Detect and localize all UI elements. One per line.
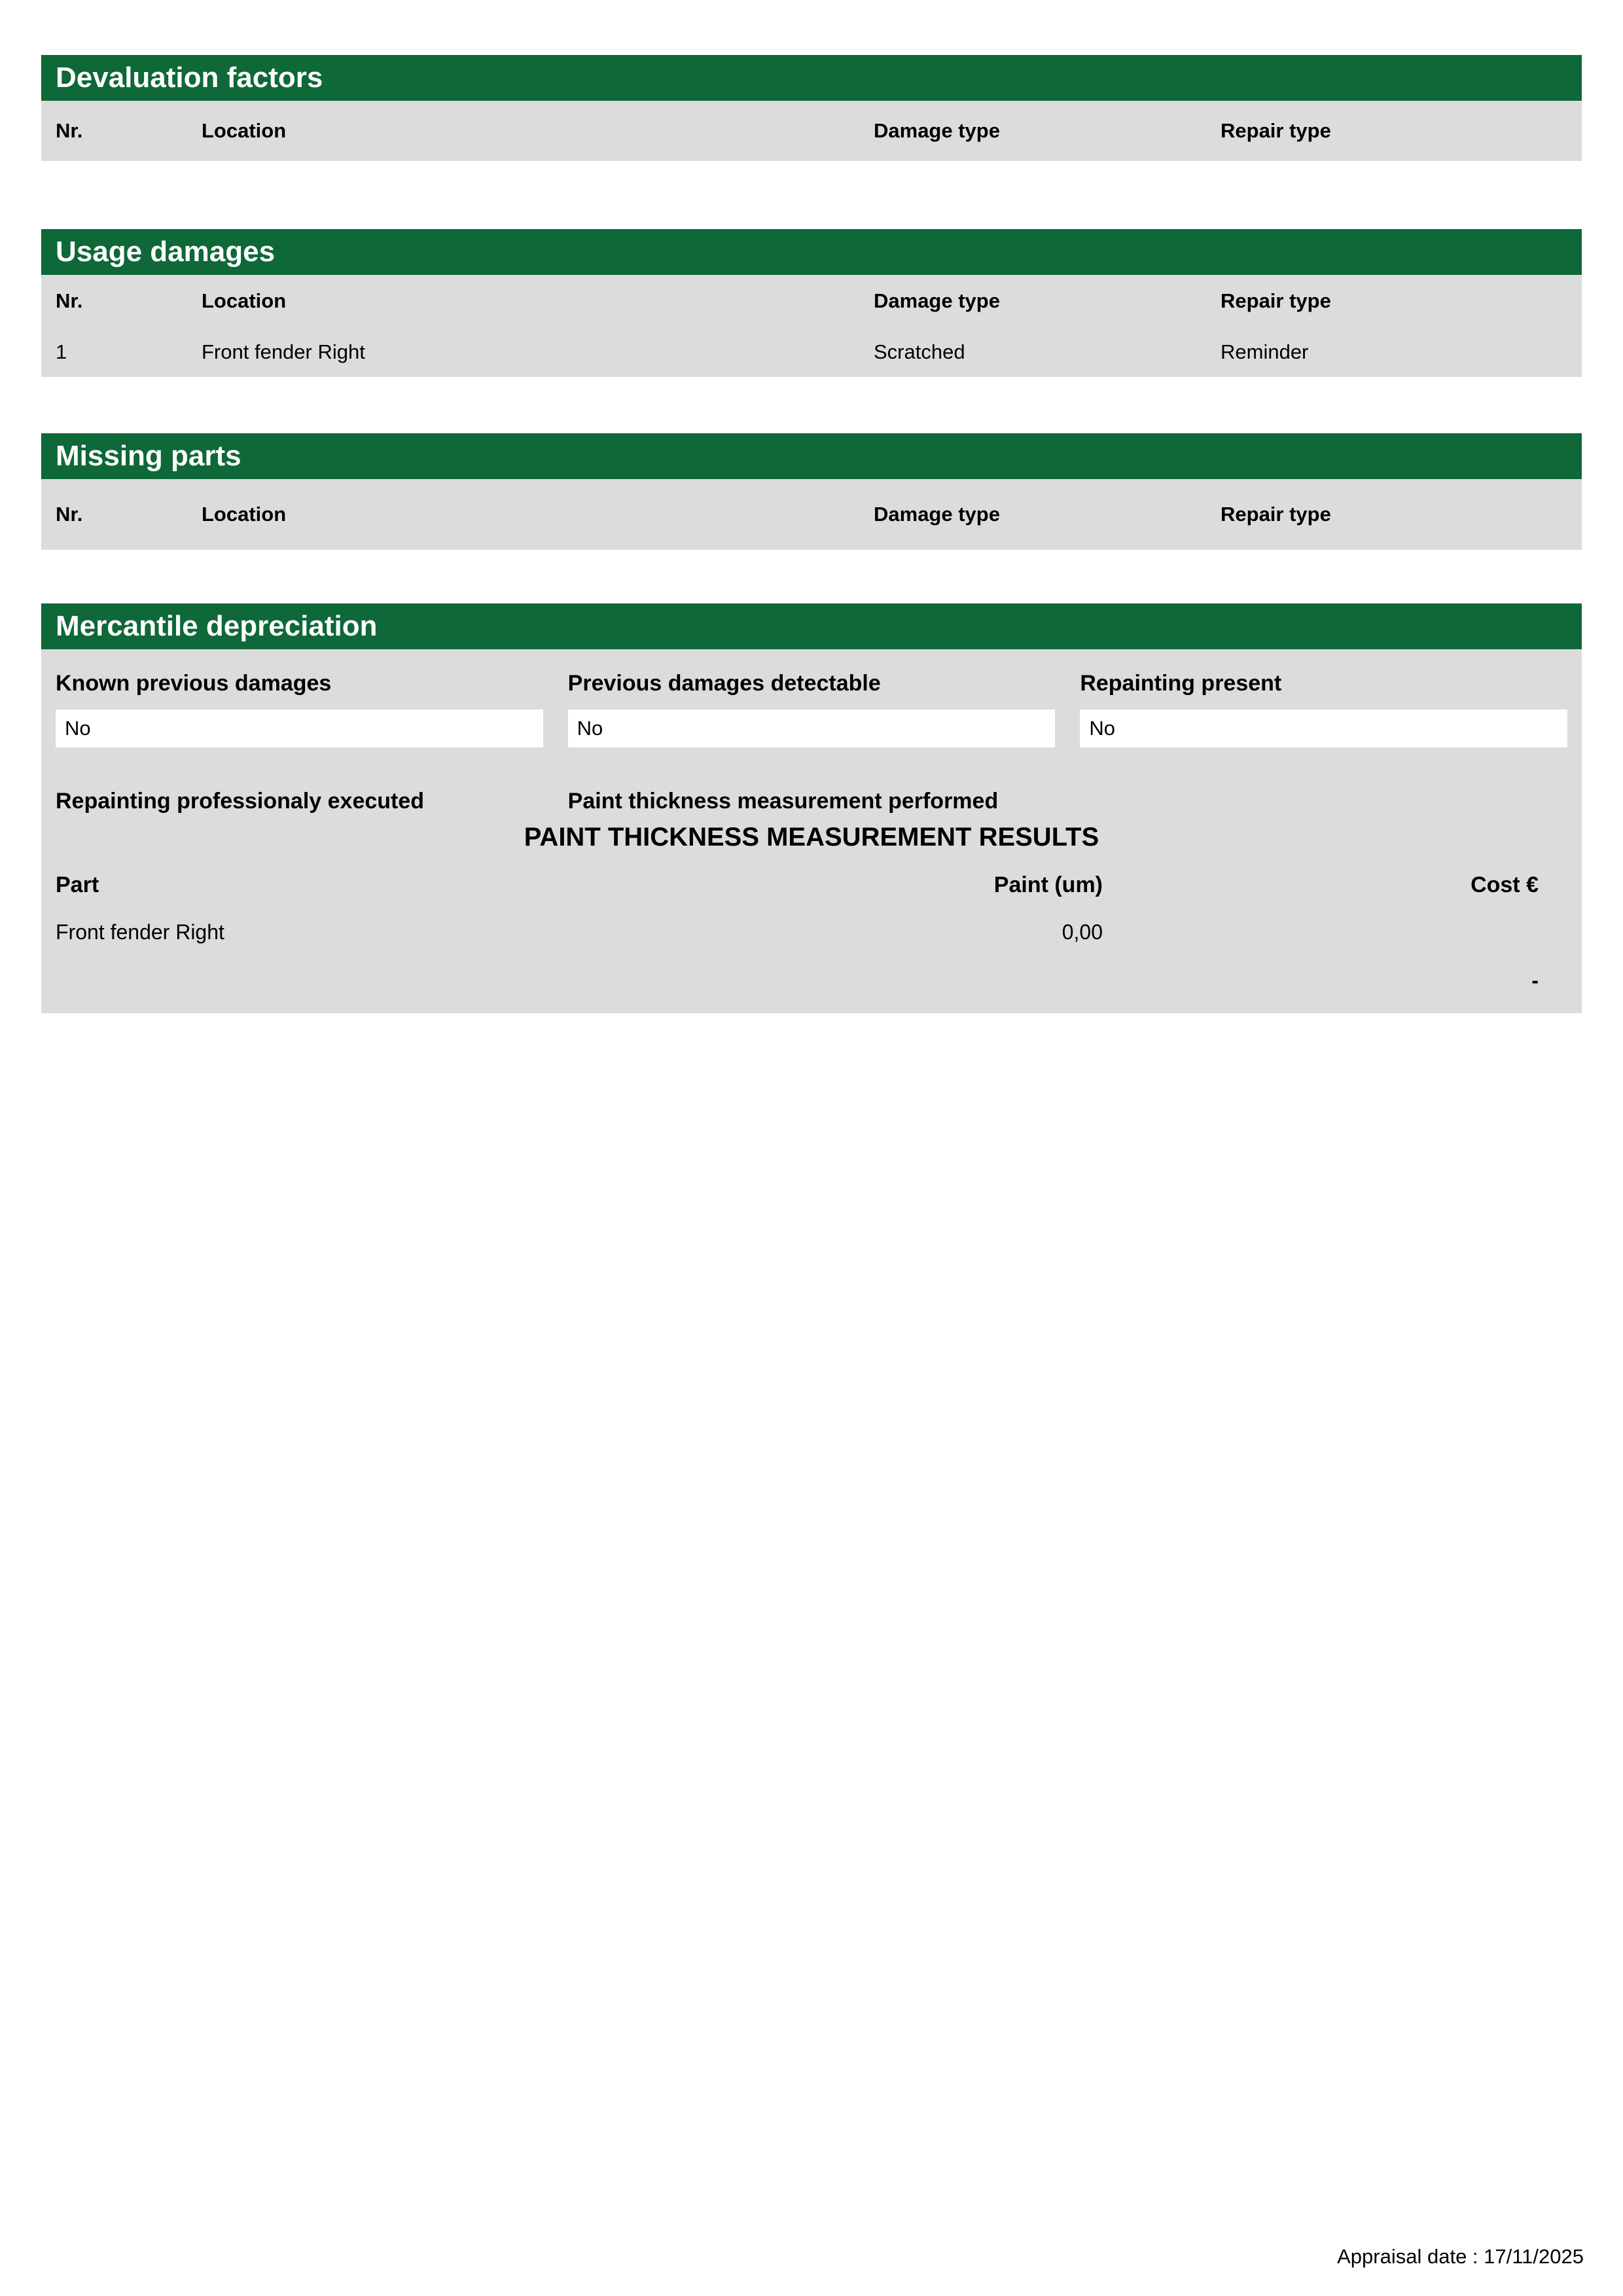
col-header-location: Location [202,289,287,312]
cell-paint-um: 0,00 [1061,920,1103,944]
col-header-repair-type: Repair type [1221,289,1331,312]
col-header-damage-type: Damage type [874,289,1000,312]
section-usage-damages [41,229,1582,377]
col-header-part: Part [56,872,99,897]
label-repainting-present: Repainting present [1080,671,1282,696]
mercantile-field-labels [41,670,1582,696]
col-header-location: Location [202,119,287,142]
mercantile-depreciation-header: Mercantile depreciation [41,603,1582,649]
appraisal-date: Appraisal date : 17/11/2025 [1337,2245,1584,2268]
label-repainting-professionaly-executed: Repainting professionaly executed [56,789,425,814]
paint-thickness-results-title: PAINT THICKNESS MEASUREMENT RESULTS [524,823,1099,852]
devaluation-factors-header: Devaluation factors [41,55,1582,101]
section-mercantile-depreciation [41,603,1582,1013]
missing-parts-header: Missing parts [41,433,1582,479]
cell-nr: 1 [56,340,67,363]
results-header-row [41,870,1582,899]
label-previous-damages-detectable: Previous damages detectable [567,671,881,696]
results-total-placeholder: - [1531,969,1539,992]
col-header-nr: Nr. [56,119,83,142]
repainting-present-field[interactable]: No [1080,709,1567,747]
mercantile-second-labels [41,788,1582,814]
col-header-cost-eur: Cost € [1471,872,1539,897]
devaluation-factors-table [41,101,1582,161]
table-header-row [41,101,1582,161]
label-paint-thickness-measurement-performed: Paint thickness measurement performed [567,789,999,814]
mercantile-field-values [41,709,1582,747]
missing-parts-table [41,479,1582,550]
results-row [41,918,1582,946]
cell-damage-type: Scratched [874,340,965,363]
previous-damages-detectable-field[interactable]: No [568,709,1056,747]
usage-damages-header: Usage damages [41,229,1582,275]
col-header-repair-type: Repair type [1221,503,1331,526]
col-header-paint-um: Paint (um) [993,872,1103,897]
col-header-nr: Nr. [56,289,83,312]
col-header-damage-type: Damage type [874,503,1000,526]
section-missing-parts [41,433,1582,550]
cell-repair-type: Reminder [1221,340,1309,363]
table-row [41,327,1582,377]
col-header-repair-type: Repair type [1221,119,1331,142]
usage-damages-table [41,275,1582,377]
col-header-damage-type: Damage type [874,119,1000,142]
cell-location: Front fender Right [202,340,365,363]
col-header-location: Location [202,503,287,526]
col-header-nr: Nr. [56,503,83,526]
table-header-row [41,275,1582,327]
section-devaluation-factors [41,55,1582,161]
known-previous-damages-field[interactable]: No [56,709,543,747]
label-known-previous-damages: Known previous damages [56,671,332,696]
mercantile-depreciation-panel [41,649,1582,1013]
cell-part: Front fender Right [56,920,224,944]
table-header-row [41,479,1582,550]
